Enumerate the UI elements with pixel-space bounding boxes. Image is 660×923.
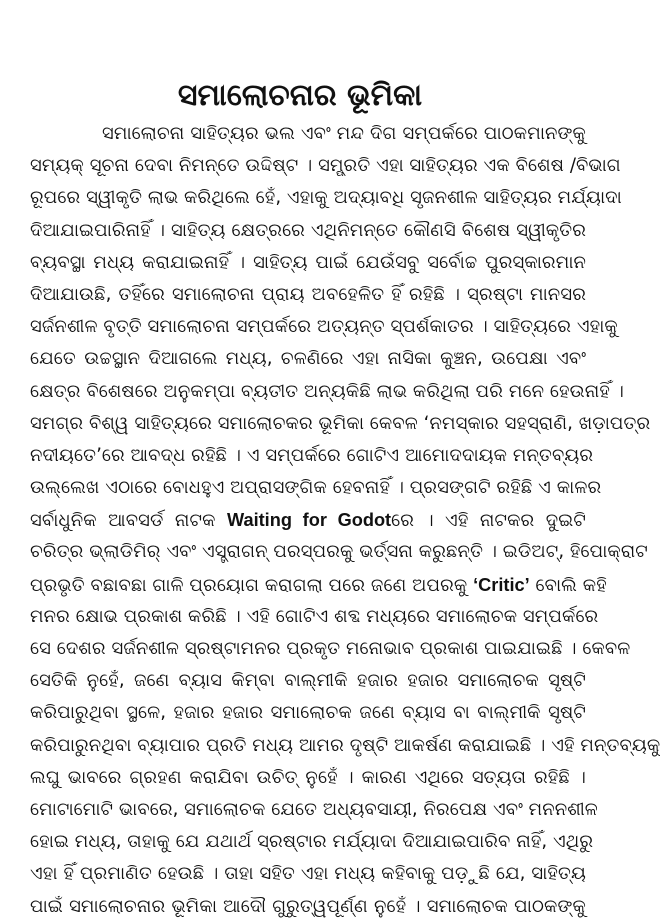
critic-word: ‘Critic’ (473, 574, 530, 595)
text-line-6: ଦିଆଯାଉଛି, ତହିଁରେ ସମାଲୋଚନା ପ୍ରାୟ ଅବହେଳିତ ହିଁ ରହିଛି । ସ୍ରଷ୍ଟା ମାନସର (30, 283, 586, 305)
text-line-10: ସମଗ୍ର ବିଶ୍ୱ ସାହିତ୍ୟରେ ସମାଲୋଚକର ଭୂମିକା କେବଳ ‘ନମସ୍କାର ସହସ୍ରାଣି, ଖଡ଼ାପତ୍ର (30, 412, 651, 434)
chapter-title: ସମାଲୋଚନାର ଭୂମିକା (177, 78, 423, 114)
text-line-13-end: ରେ । ଏହି ନାଟକର ଦୁଇଟି (391, 510, 586, 532)
text-line-7: ସର୍ଜନଶୀଳ ବୃତ୍ତି ସମାଲୋଚନା ସମ୍ପର୍କରେ ଅତ୍ୟନ୍ତ ସ୍ପର୍ଶକାତର । ସାହିତ୍ୟରେ ଏହାକୁ (30, 316, 618, 338)
text-line-25: ପାଇଁ ସମାଲୋଚନାର ଭୂମିକା ଆଦୌ ଗୁରୁତ୍ୱପୂର୍ଣ୍ଣ ନୁହେଁ । ସମାଲୋଚକ ପାଠକଙ୍କୁ (30, 895, 586, 917)
text-line-12: ଉଲ୍ଲେଖ ଏଠାରେ ବୋଧହୁଏ ଅପ୍ରାସଙ୍ଗିକ ହେବନାହିଁ । ପ୍ରସଙ୍ଗଟି ରହିଛି ଏ କାଳର (30, 477, 602, 499)
text-line-19: କରିପାରୁଥିବା ସ୍ଥଳେ, ହଜାର ହଜାର ସମାଲୋଚକ ଜଣେ ବ୍ୟାସ ବା ବାଲ୍ମୀକି ସୃଷ୍ଟି (30, 702, 586, 724)
text-line-9: କ୍ଷେତ୍ର ବିଶେଷରେ ଅନୁକମ୍ପା ବ୍ୟତୀତ ଅନ୍ୟକିଛି ଲାଭ କରିଥିଲା ପରି ମନେ ହେଉନାହିଁ । (30, 380, 624, 402)
text-line-5: ବ୍ୟବସ୍ଥା ମଧ୍ୟ କରାଯାଇନାହିଁ । ସାହିତ୍ୟ ପାଇଁ ଯେଉଁସବୁ ସର୍ବୋଚ୍ଚ ପୁରସ୍କାରମାନ (30, 251, 586, 273)
text-line-17: ସେ ଦେଶର ସର୍ଜନଶୀଳ ସ୍ରଷ୍ଟାମନର ପ୍ରକୃତ ମନୋଭାବ ପ୍ରକାଶ ପାଇଯାଇଛି । କେବଳ (30, 638, 631, 659)
text-line-21: ଲଘୁ ଭାବରେ ଗ୍ରହଣ କରାଯିବା ଉଚିତ୍ ନୁହେଁ । କାରଣ ଏଥିରେ ସତ୍ୟତା ରହିଛି । (30, 766, 586, 788)
text-line-20: କରିପାରୁନଥିବା ବ୍ୟାପାର ପ୍ରତି ମଧ୍ୟ ଆମର ଦୃଷ୍ଟି ଆକର୍ଷଣ କରାଯାଇଛି । ଏହି ମନ୍ତବ୍ୟକୁ (30, 734, 660, 756)
text-line-1: ସମାଲୋଚନା ସାହିତ୍ୟର ଭଲ ଏବଂ ମନ୍ଦ ଦିଗ ସମ୍ପର୍କରେ ପାଠକମାନଙ୍କୁ (102, 123, 586, 144)
text-line-16: ମନର କ୍ଷୋଭ ପ୍ରକାଶ କରିଛି । ଏହି ଗୋଟିଏ ଶବ୍ଦ ମଧ୍ୟରେ ସମାଲୋଚକ ସମ୍ପର୍କରେ (30, 605, 599, 627)
text-line-24: ଏହା ହିଁ ପ୍ରମାଣିତ ହେଉଛି । ତାହା ସହିତ ଏହା ମଧ୍ୟ କହିବାକୁ ପଡ଼ୁଛି ଯେ, ସାହିତ୍ୟ (30, 863, 586, 885)
text-line-13-start: ସର୍ବାଧୁନିକ ଆବସର୍ଡ ନାଟକ (30, 510, 227, 532)
text-line-2: ସମ୍ୟକ୍ ସୂଚନା ଦେବା ନିମନ୍ତେ ଉଦ୍ଦିଷ୍ଟ । ସମ୍ପ୍ରତି ଏହା ସାହିତ୍ୟର ଏକ ବିଶେଷ /ବିଭାଗ (30, 155, 621, 177)
text-line-4: ଦିଆଯାଇପାରିନାହିଁ । ସାହିତ୍ୟ କ୍ଷେତ୍ରରେ ଏଥିନିମନ୍ତେ କୌଣସି ବିଶେଷ ସ୍ୱୀକୃତିର (30, 219, 586, 241)
text-line-3: ରୂପରେ ସ୍ୱୀକୃତି ଲାଭ କରିଥିଲେ ହେଁ, ଏହାକୁ ଅଦ୍ୟାବଧି ସୃଜନଶୀଳ ସାହିତ୍ୟର ମର୍ଯ୍ୟାଦା (30, 187, 622, 209)
text-line-15-end: ବୋଲି କହି (529, 574, 607, 596)
text-line-15 (30, 569, 607, 601)
text-line-15-start: ପ୍ରଭୃତି ବଛାବଛା ଗାଳି ପ୍ରୟୋଗ କରାଗଲା ପରେ ଜଣେ ଅପରକୁ (30, 574, 474, 596)
text-line-18: ସେତିକି ନୁହେଁ, ଜଣେ ବ୍ୟାସ କିମ୍ବା ବାଲ୍ମୀକି ହଜାର ହଜାର ସମାଲୋଚକ ସୃଷ୍ଟି (30, 670, 586, 692)
body-paragraph (30, 118, 660, 923)
text-line-23: ହୋଇ ମଧ୍ୟ, ତାହାକୁ ଯେ ଯଥାର୍ଥ ସ୍ରଷ୍ଟାର ମର୍ଯ୍ୟାଦା ଦିଆଯାଇପାରିବ ନାହିଁ, ଏଥିରୁ (30, 831, 594, 853)
play-title: Waiting for Godot (226, 510, 392, 531)
text-line-14: ଚରିତ୍ର ଭ୍ଲାଡିମିର୍ ଏବଂ ଏସ୍ତ୍ରାଗନ୍ ପରସ୍ପରକୁ ଭର୍ତ୍ସନା କରୁଛନ୍ତି । ଇଡିଅଟ୍, ହିପୋକ୍ରାଟ (30, 541, 648, 563)
text-line-13 (30, 504, 586, 536)
text-line-8: ଯେତେ ଉଚ୍ଚସ୍ଥାନ ଦିଆଗଲେ ମଧ୍ୟ, ଚଳଣିରେ ଏହା ନାସିକା କୁଞ୍ଚନ, ଉପେକ୍ଷା ଏବଂ (30, 348, 586, 370)
text-line-11: ନଦୀୟତେ’ରେ ଆବଦ୍ଧ ରହିଛି । ଏ ସମ୍ପର୍କରେ ଗୋଟିଏ ଆମୋଦଦାୟକ ମନ୍ତବ୍ୟର (30, 444, 594, 466)
text-line-22: ମୋଟାମୋଟି ଭାବରେ, ସମାଲୋଚକ ଯେତେ ଅଧ୍ୟବସାୟୀ, ନିରପେକ୍ଷ ଏବଂ ମନନଶୀଳ (30, 798, 598, 820)
